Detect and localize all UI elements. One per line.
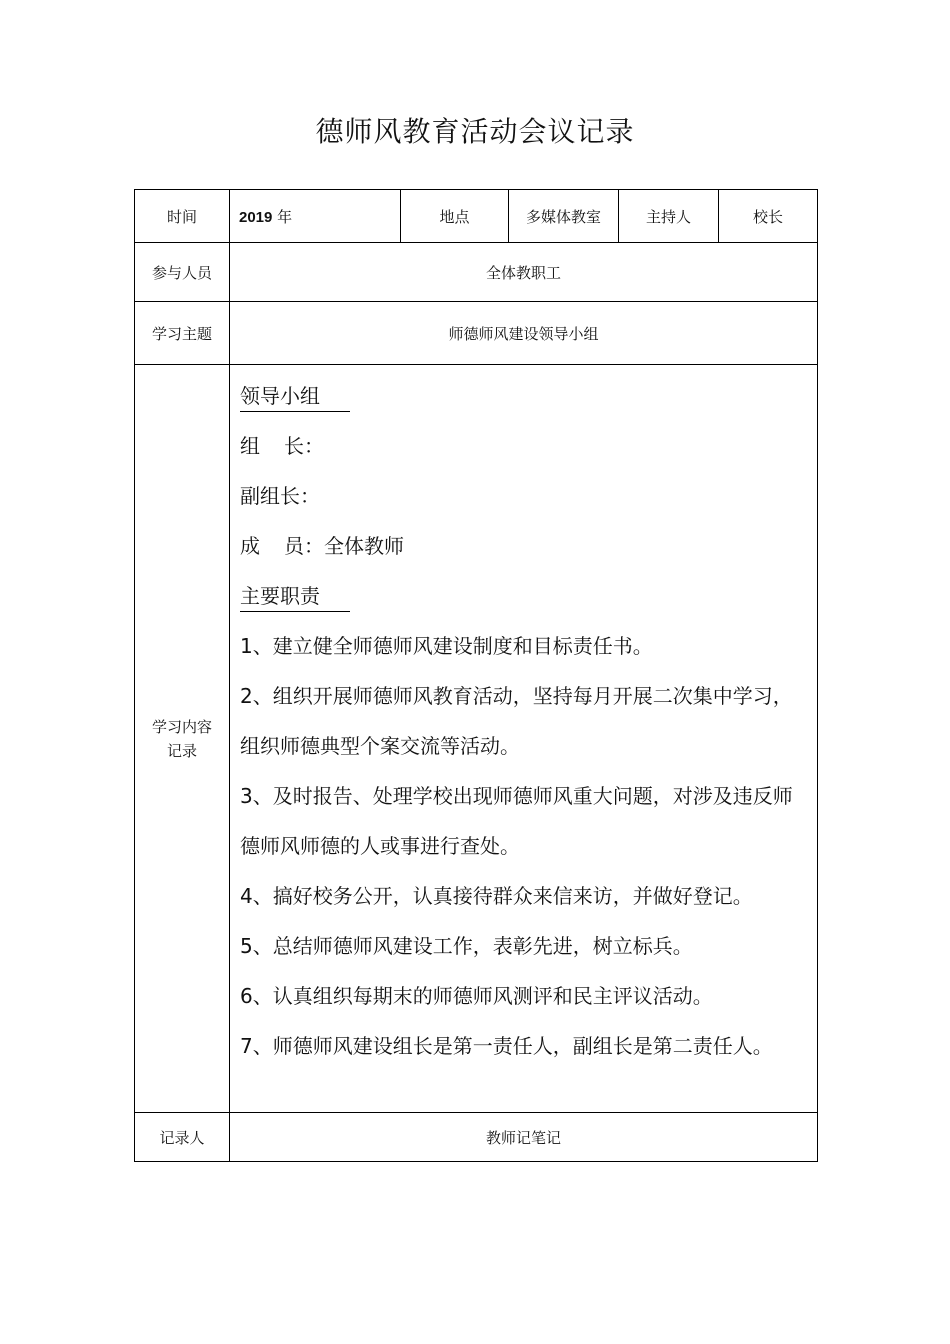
document-title: 德师风教育活动会议记录 [315, 115, 635, 148]
time-year: 2019 [239, 208, 273, 226]
participants-label: 参与人员 [135, 243, 230, 302]
time-label: 时间 [135, 190, 230, 243]
duty-item: 5、总结师德师风建设工作，表彰先进，树立标兵。 [240, 934, 693, 958]
topic-value: 师德师风建设领导小组 [230, 302, 818, 365]
duty-item: 7、师德师风建设组长是第一责任人，副组长是第二责任人。 [240, 1034, 773, 1058]
duties-heading: 主要职责 [240, 581, 350, 612]
topic-label: 学习主题 [135, 302, 230, 365]
topic-row [135, 302, 818, 365]
duty-item: 3、及时报告、处理学校出现师德师风重大问题，对涉及违反师德师风师德的人或事进行查处。 [240, 784, 793, 858]
time-unit: 年 [277, 207, 293, 226]
meeting-record-table [134, 189, 818, 1162]
content-label [135, 365, 230, 1113]
leader-line: 组 长： [240, 434, 324, 458]
recorder-value: 教师记笔记 [230, 1113, 818, 1162]
participants-row [135, 243, 818, 302]
duty-item: 2、组织开展师德师风教育活动，坚持每月开展二次集中学习，组织师德典型个案交流等活动。 [240, 684, 793, 758]
leadership-heading: 领导小组 [240, 381, 350, 412]
recorder-row [135, 1113, 818, 1162]
info-row [135, 190, 818, 243]
content-label-line1: 学习内容 [151, 717, 212, 736]
deputy-line: 副组长： [240, 484, 320, 508]
duty-item: 6、认真组织每期末的师德师风测评和民主评议活动。 [240, 984, 713, 1008]
content-body-cell [230, 365, 818, 1113]
time-value [230, 190, 401, 243]
host-value: 校长 [719, 190, 818, 243]
location-label: 地点 [401, 190, 509, 243]
duty-item: 1、建立健全师德师风建设制度和目标责任书。 [240, 634, 653, 658]
recorder-label: 记录人 [135, 1113, 230, 1162]
content-label-line2: 记录 [166, 741, 197, 760]
content-body [240, 371, 811, 1071]
participants-value: 全体教职工 [230, 243, 818, 302]
location-value: 多媒体教室 [509, 190, 619, 243]
content-row [135, 365, 818, 1113]
host-label: 主持人 [619, 190, 719, 243]
duty-item: 4、搞好校务公开，认真接待群众来信来访，并做好登记。 [240, 884, 753, 908]
member-line: 成 员：全体教师 [240, 534, 404, 558]
